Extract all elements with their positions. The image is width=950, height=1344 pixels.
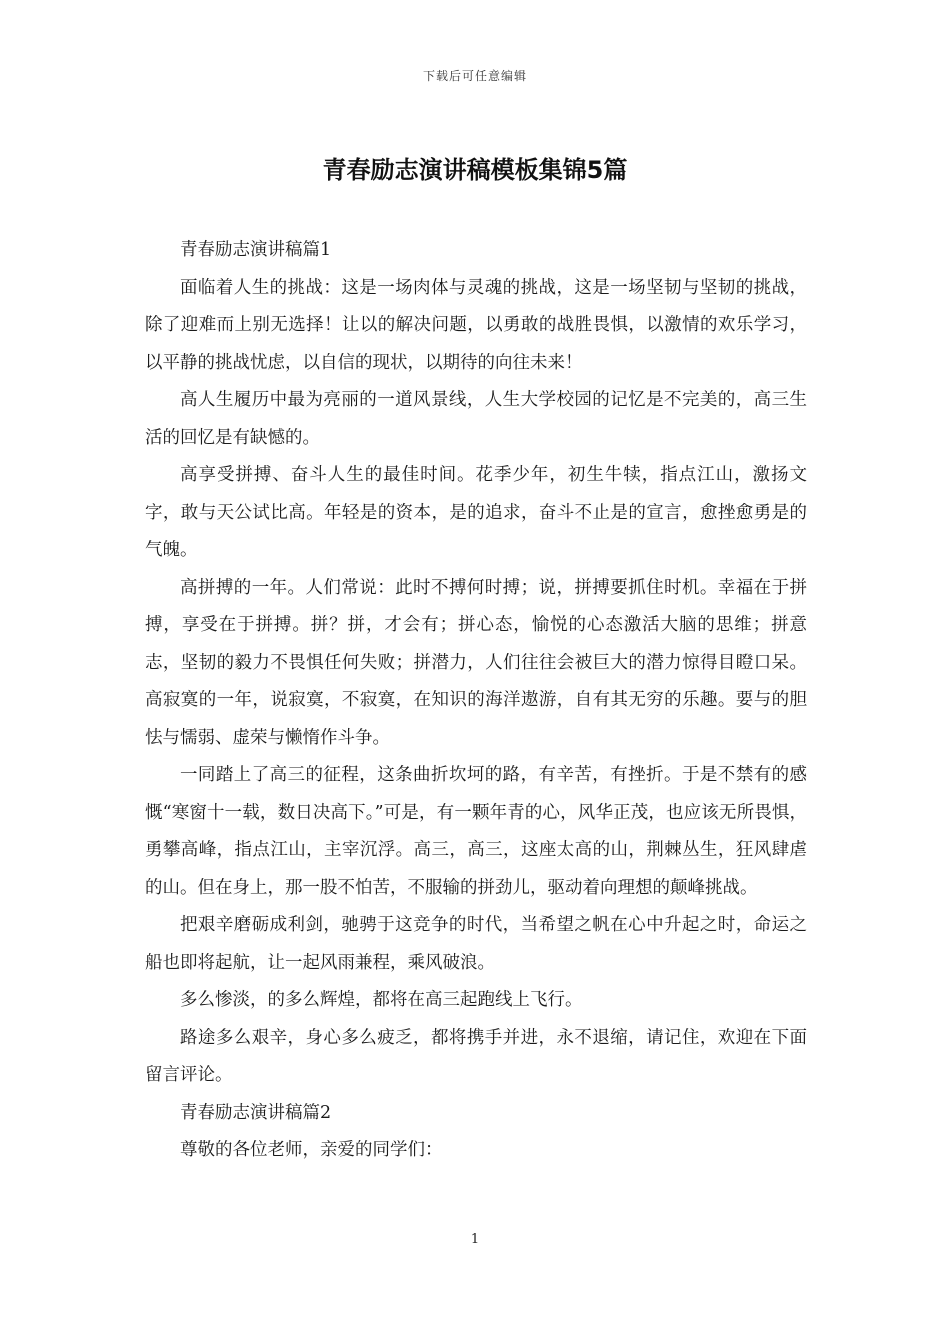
section-heading-1: 青春励志演讲稿篇1 xyxy=(180,240,332,260)
paragraph: 把艰辛磨砺成利剑，驰骋于这竞争的时代，当希望之帆在心中升起之时，命运之船也即将起航，让一起风雨兼程，乘风破浪。 xyxy=(145,915,807,973)
paragraph: 一同踏上了高三的征程，这条曲折坎坷的路，有辛苦，有挫折。于是不禁有的感慨“寒窗十一载，数日决高下。”可是，有一颗年青的心，风华正茂，也应该无所畏惧，勇攀高峰，指点江山，主宰沉浮。高三，高三，这座太高的山，荆棘丛生，狂风肆虐的山。但在身上，那一股不怕苦，不服输的拼劲儿，驱动着向理想的颠峰挑战。 xyxy=(145,765,807,898)
document-body xyxy=(145,232,807,1170)
section-heading-2: 青春励志演讲稿篇2 xyxy=(180,1102,332,1123)
paragraph: 高享受拼搏、奋斗人生的最佳时间。花季少年，初生牛犊，指点江山，激扬文字，敢与天公试比高。年轻是的资本，是的追求，奋斗不止是的宣言，愈挫愈勇是的气魄。 xyxy=(145,465,807,560)
paragraph: 尊敬的各位老师，亲爱的同学们： xyxy=(180,1140,443,1160)
document-title: 青春励志演讲稿模板集锦5篇 xyxy=(322,156,628,184)
header-note: 下载后可任意编辑 xyxy=(422,69,527,83)
page-number: 1 xyxy=(470,1232,480,1247)
paragraph: 多么惨淡，的多么辉煌，都将在高三起跑线上飞行。 xyxy=(180,990,583,1010)
paragraph: 面临着人生的挑战：这是一场肉体与灵魂的挑战，这是一场坚韧与坚韧的挑战，除了迎难而上别无选择！让以的解决问题，以勇敢的战胜畏惧，以激情的欢乐学习，以平静的挑战忧虑，以自信的现状，以期待的向往未来！ xyxy=(145,277,807,373)
paragraph: 高拼搏的一年。人们常说：此时不搏何时搏；说，拼搏要抓住时机。幸福在于拼搏，享受在于拼搏。拼？拼，才会有；拼心态，愉悦的心态激活大脑的思维；拼意志，坚韧的毅力不畏惧任何失败；拼潜力，人们往往会被巨大的潜力惊得目瞪口呆。高寂寞的一年，说寂寞，不寂寞，在知识的海洋遨游，自有其无穷的乐趣。要与的胆怯与懦弱、虚荣与懒惰作斗争。 xyxy=(145,577,807,748)
paragraph: 高人生履历中最为亮丽的一道风景线，人生大学校园的记忆是不完美的，高三生活的回忆是有缺憾的。 xyxy=(145,390,807,448)
paragraph: 路途多么艰辛，身心多么疲乏，都将携手并进，永不退缩，请记住，欢迎在下面留言评论。 xyxy=(145,1027,807,1085)
